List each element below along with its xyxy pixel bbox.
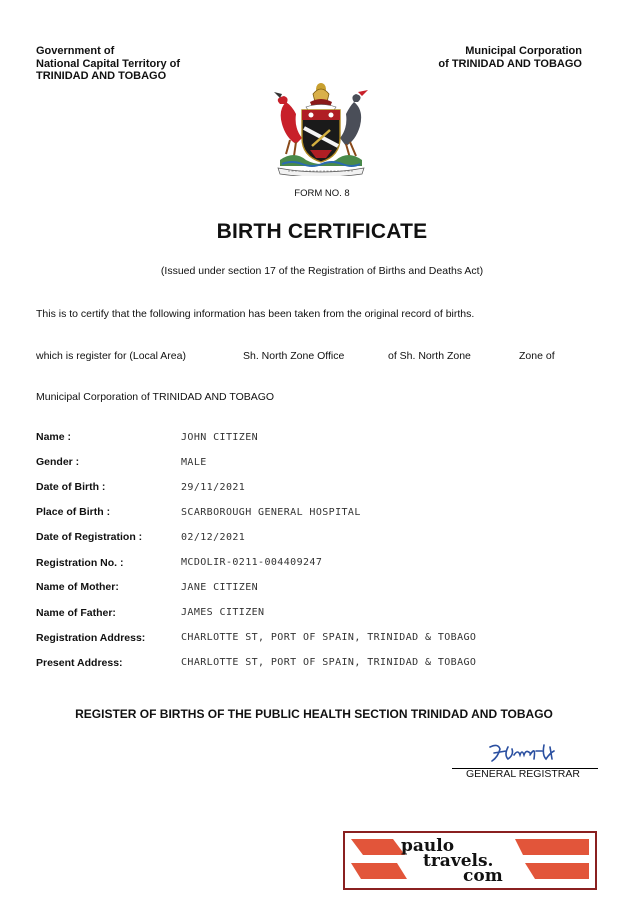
field-value-registration-no: MCDOLIR-0211-004409247 (181, 557, 323, 568)
header-left: Government of National Capital Territory of TRINIDAD AND TOBAGO (36, 45, 181, 82)
field-label-present-address: Present Address: (36, 657, 123, 669)
watermark-logo (343, 831, 597, 890)
field-value-registration-address: CHARLOTTE ST, PORT OF SPAIN, TRINIDAD & TOBAGO (181, 632, 477, 643)
field-label-name: Name : (36, 431, 72, 443)
field-value-name: JOHN CITIZEN (181, 432, 259, 443)
municipal-text: Municipal Corporation of TRINIDAD AND TOBAGO (36, 391, 275, 403)
field-label-place-of-birth: Place of Birth : (36, 506, 111, 518)
zone-of-label: Zone of (519, 350, 555, 362)
field-value-present-address: CHARLOTTE ST, PORT OF SPAIN, TRINIDAD & TOBAGO (181, 657, 477, 668)
field-label-registration-no: Registration No. : (36, 557, 124, 569)
field-value-gender: MALE (181, 457, 207, 468)
field-label-gender: Gender : (36, 456, 80, 468)
field-value-father: JAMES CITIZEN (181, 607, 265, 618)
watermark-line3: com (463, 866, 503, 886)
header-right: Municipal Corporation of TRINIDAD AND TOBAGO (438, 45, 582, 70)
field-label-date-of-registration: Date of Registration : (36, 531, 143, 543)
issued-under-text: (Issued under section 17 of the Registration of Births and Deaths Act) (160, 265, 484, 277)
zone-office: Sh. North Zone Office (243, 350, 345, 362)
field-value-date-of-registration: 02/12/2021 (181, 532, 246, 543)
watermark-line1: paulo (401, 836, 455, 856)
field-label-mother: Name of Mother: (36, 581, 119, 593)
field-value-mother: JANE CITIZEN (181, 582, 259, 593)
local-area-label: which is register for (Local Area) (36, 350, 186, 362)
field-value-date-of-birth: 29/11/2021 (181, 482, 246, 493)
field-value-place-of-birth: SCARBOROUGH GENERAL HOSPITAL (181, 507, 361, 518)
field-label-date-of-birth: Date of Birth : (36, 481, 106, 493)
zone-name: of Sh. North Zone (388, 350, 471, 362)
form-number: FORM NO. 8 (294, 188, 350, 199)
signature-label: GENERAL REGISTRAR (466, 768, 580, 780)
field-label-registration-address: Registration Address: (36, 632, 146, 644)
watermark-line2: travels. (423, 851, 494, 871)
certify-text: This is to certify that the following information has been taken from the original record of births. (36, 308, 475, 320)
document-title: BIRTH CERTIFICATE (216, 220, 428, 243)
register-footer: REGISTER OF BIRTHS OF THE PUBLIC HEALTH SECTION TRINIDAD AND TOBAGO (75, 707, 553, 721)
field-label-father: Name of Father: (36, 607, 116, 619)
signature-icon (484, 741, 564, 765)
coat-of-arms-icon (266, 80, 376, 176)
